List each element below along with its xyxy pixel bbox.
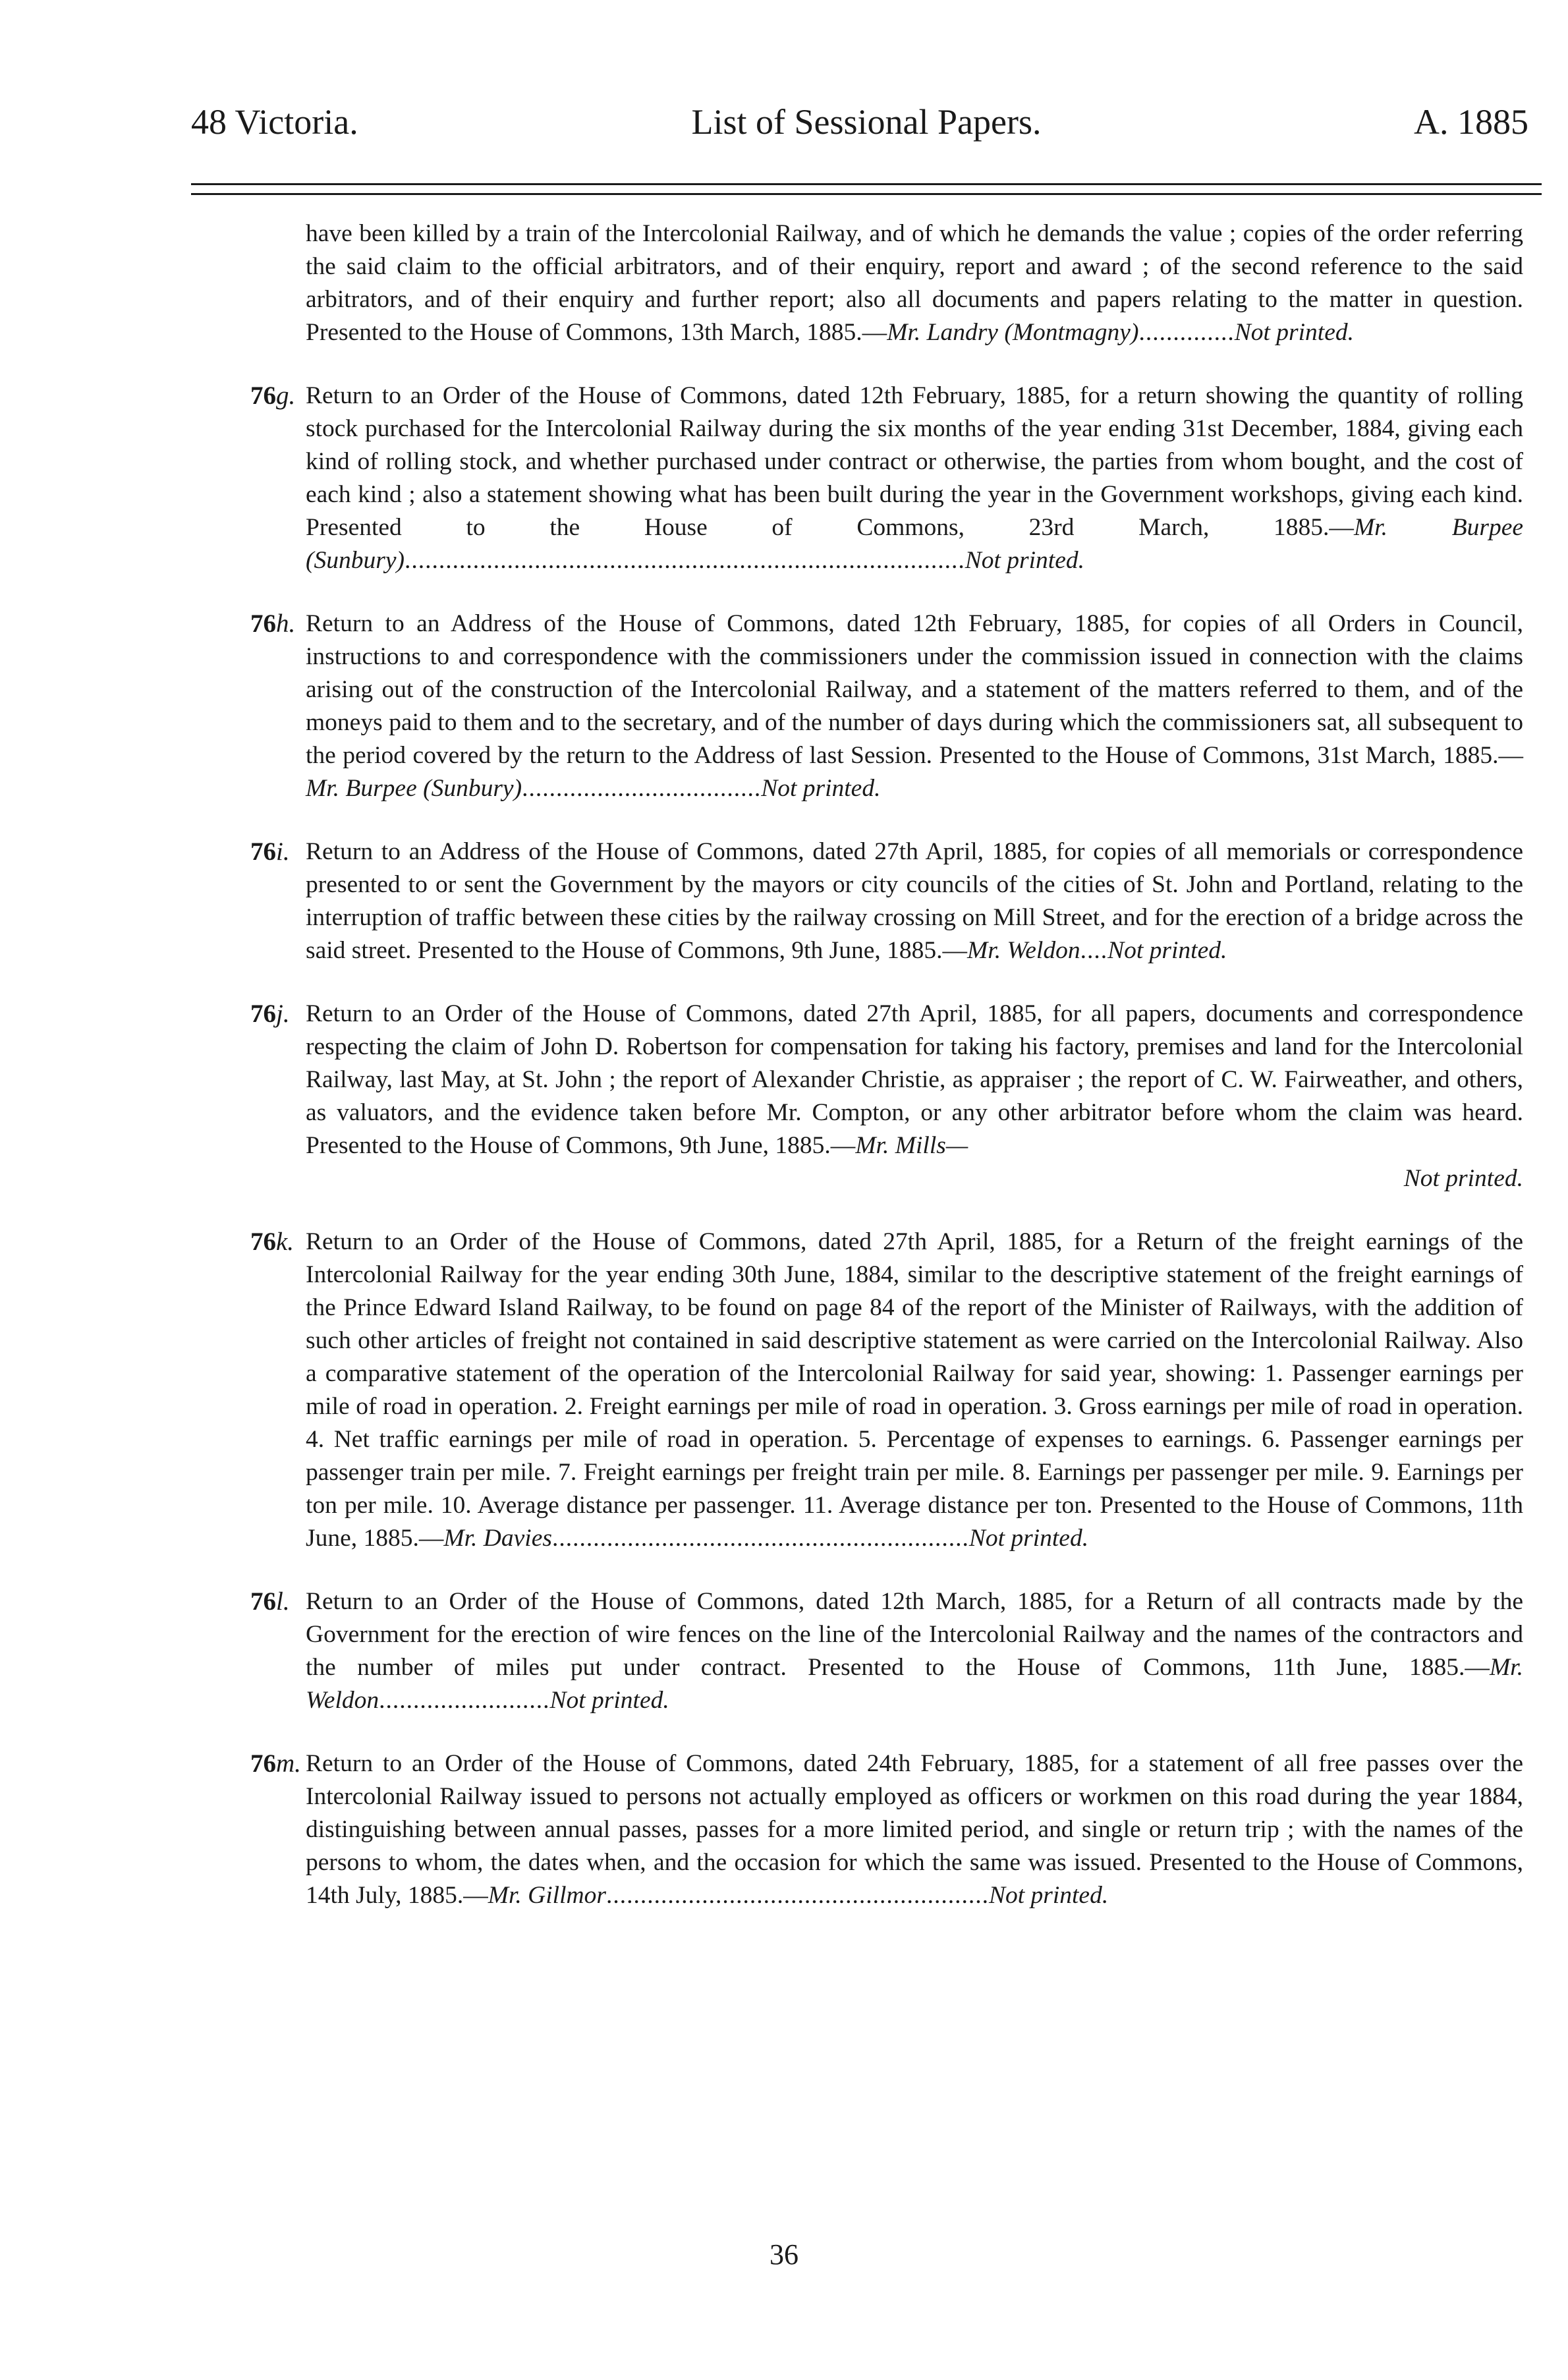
entry-text: Return to an Order of the House of Commons, dated 24th February, 1885, for a statement of all free passes over the Intercolonial Railway issued to persons not actually employed as officers or workmen on this road during the year 1884, distinguishing between annual passes, passes for a more limited period, and single or return trip ; with the names of the persons to whom, the dates when, and the occasion for which the same was issued. Presented to the House of Commons, 14th July, 1885.— [306,1750,1523,1909]
header-double-rule [191,183,1542,195]
leader-dots: .................................................................................. [404,547,965,574]
entry-76l [250,1585,1523,1717]
papers-list [250,217,1523,1942]
entry-76j [250,998,1523,1195]
entry-number: 76h. [250,609,296,638]
header-session: 48 Victoria. [191,102,358,142]
entry-member: Mr. Weldon [967,937,1080,964]
entry-number: 76k. [250,1228,294,1256]
entry-text: Return to an Address of the House of Commons, dated 12th February, 1885, for copies of all Orders in Council, instructions to and correspondence with the commissioners under the commission issued in connection with the claims arising out of the construction of the Intercolonial Railway, and a statement of the matters referred to them, and of the moneys paid to them and to the secretary, and of the number of days during which the commissioners sat, all subsequent to the period covered by the return to the Address of last Session. Presented to the House of Commons, 31st March, 1885.— [306,610,1523,769]
entry-text: Return to an Order of the House of Commons, dated 12th March, 1885, for a Return of all contracts made by the Government for the erection of wire fences on the line of the Intercolonial Railway and the names of the contractors and the number of miles put under contract. Presented to the House of Commons, 11th June, 1885.— [306,1588,1523,1681]
entry-member: Mr. Weldon [306,1654,1523,1714]
entry-number: 76i. [250,837,290,866]
entry-76h [250,608,1523,805]
entry-member: Mr. Davies [443,1525,552,1552]
entry-number: 76j. [250,1000,290,1028]
entry-text: Return to an Order of the House of Commons, dated 27th April, 1885, for a Return of the freight earnings of the Intercolonial Railway for the year ending 30th June, 1884, similar to the descriptive statement of the freight earnings of the Prince Edward Island Railway, to be found on page 84 of the report of the Minister of Railways, with the addition of such other articles of freight not contained in said descriptive statement as were carried on the Intercolonial Railway. Also a comparative statement of the operation of the Intercolonial Railway for said year, showing: 1. Passenger earnings per mile of road in operation. 2. Freight earnings per mile of road in operation. 3. Gross earnings per mile of road in operation. 4. Net traffic earnings per mile of road in operation. 5. Percentage of expenses to earnings. 6. Passenger earnings per passenger train per mile. 7. Freight earnings per freight train per mile. 8. Earnings per passenger per mile. 9. Earnings per ton per mile. 10. Average distance per passenger. 11. Average distance per ton. Presented to the House of Commons, 11th June, 1885.— [306,1228,1523,1552]
leader-dots: ......................... [379,1687,550,1714]
entry-member: Mr. Landry (Montmagny) [887,319,1139,346]
entry-76m [250,1747,1523,1912]
entry-status: Not printed. [761,775,881,802]
continued-entry [306,217,1523,349]
entry-text: Return to an Order of the House of Commons, dated 12th February, 1885, for a return showing the quantity of rolling stock purchased for the Intercolonial Railway during the six months of the year ending 31st December, 1884, giving each kind of rolling stock, and whether purchased under contract or otherwise, the parties from whom bought, and the cost of each kind ; also a statement showing what has been built during the year in the Government workshops, giving each kind. Presented to the House of Commons, 23rd March, 1885.— [306,382,1523,541]
entry-76i [250,836,1523,967]
leader-dots: .... [1080,937,1108,964]
entry-status: Not printed. [988,1882,1109,1909]
entry-text: Return to an Order of the House of Commons, dated 27th April, 1885, for all papers, documents and correspondence respecting the claim of John D. Robertson for compensation for taking his factory, premises and land for the Intercolonial Railway, last May, at St. John ; the report of Alexander Christie, as appraiser ; the report of C. W. Fairweather, and others, as valuators, and the evidence taken before Mr. Compton, or any other arbitrator before whom the claim was heard. Presented to the House of Commons, 9th June, 1885.— [306,1000,1523,1159]
leader-dots: ........................................................ [605,1882,989,1909]
entry-member: Mr. Burpee (Sunbury) [306,514,1523,574]
entry-number: 76g. [250,382,296,410]
entry-status: Not printed. [968,1525,1089,1552]
entry-text: Return to an Address of the House of Commons, dated 27th April, 1885, for copies of all memorials or correspondence presented to or sent the Government by the mayors or city councils of the cities of St. John and Portland, relating to the interruption of traffic between these cities by the railway crossing on Mill Street, and for the erection of a bridge across the said street. Presented to the House of Commons, 9th June, 1885.— [306,838,1523,964]
leader-dots: ................................... [522,775,762,802]
header-year: A. 1885 [1414,102,1528,142]
entry-76g [250,380,1523,577]
entry-number: 76l. [250,1587,290,1616]
page-header [191,92,1542,152]
entry-76k [250,1226,1523,1555]
entry-status: Not printed. [965,547,1084,574]
leader-dots: .............. [1138,319,1235,346]
entry-number: 76m. [250,1749,301,1778]
entry-member: Mr. Gillmor [488,1882,606,1909]
entry-status: Not printed. [549,1687,669,1714]
entry-member: Mr. Burpee (Sunbury) [306,775,522,802]
page-number: 36 [770,2238,798,2271]
leader-dots: ............................................................. [551,1525,969,1552]
entry-member: Mr. Mills— [855,1132,968,1159]
entry-text: have been killed by a train of the Intercolonial Railway, and of which he demands the value ; copies of the order referring the said claim to the official arbitrators, and of their enquiry, report and award ; of the second reference to the said arbitrators, and of their enquiry and further report; also all documents and papers relating to the matter in question. Presented to the House of Commons, 13th March, 1885.— [306,220,1523,346]
header-title: List of Sessional Papers. [691,102,1042,142]
entry-status: Not printed. [1234,319,1354,346]
entry-status: Not printed. [1107,937,1227,964]
entry-status: Not printed. [1403,1165,1523,1192]
